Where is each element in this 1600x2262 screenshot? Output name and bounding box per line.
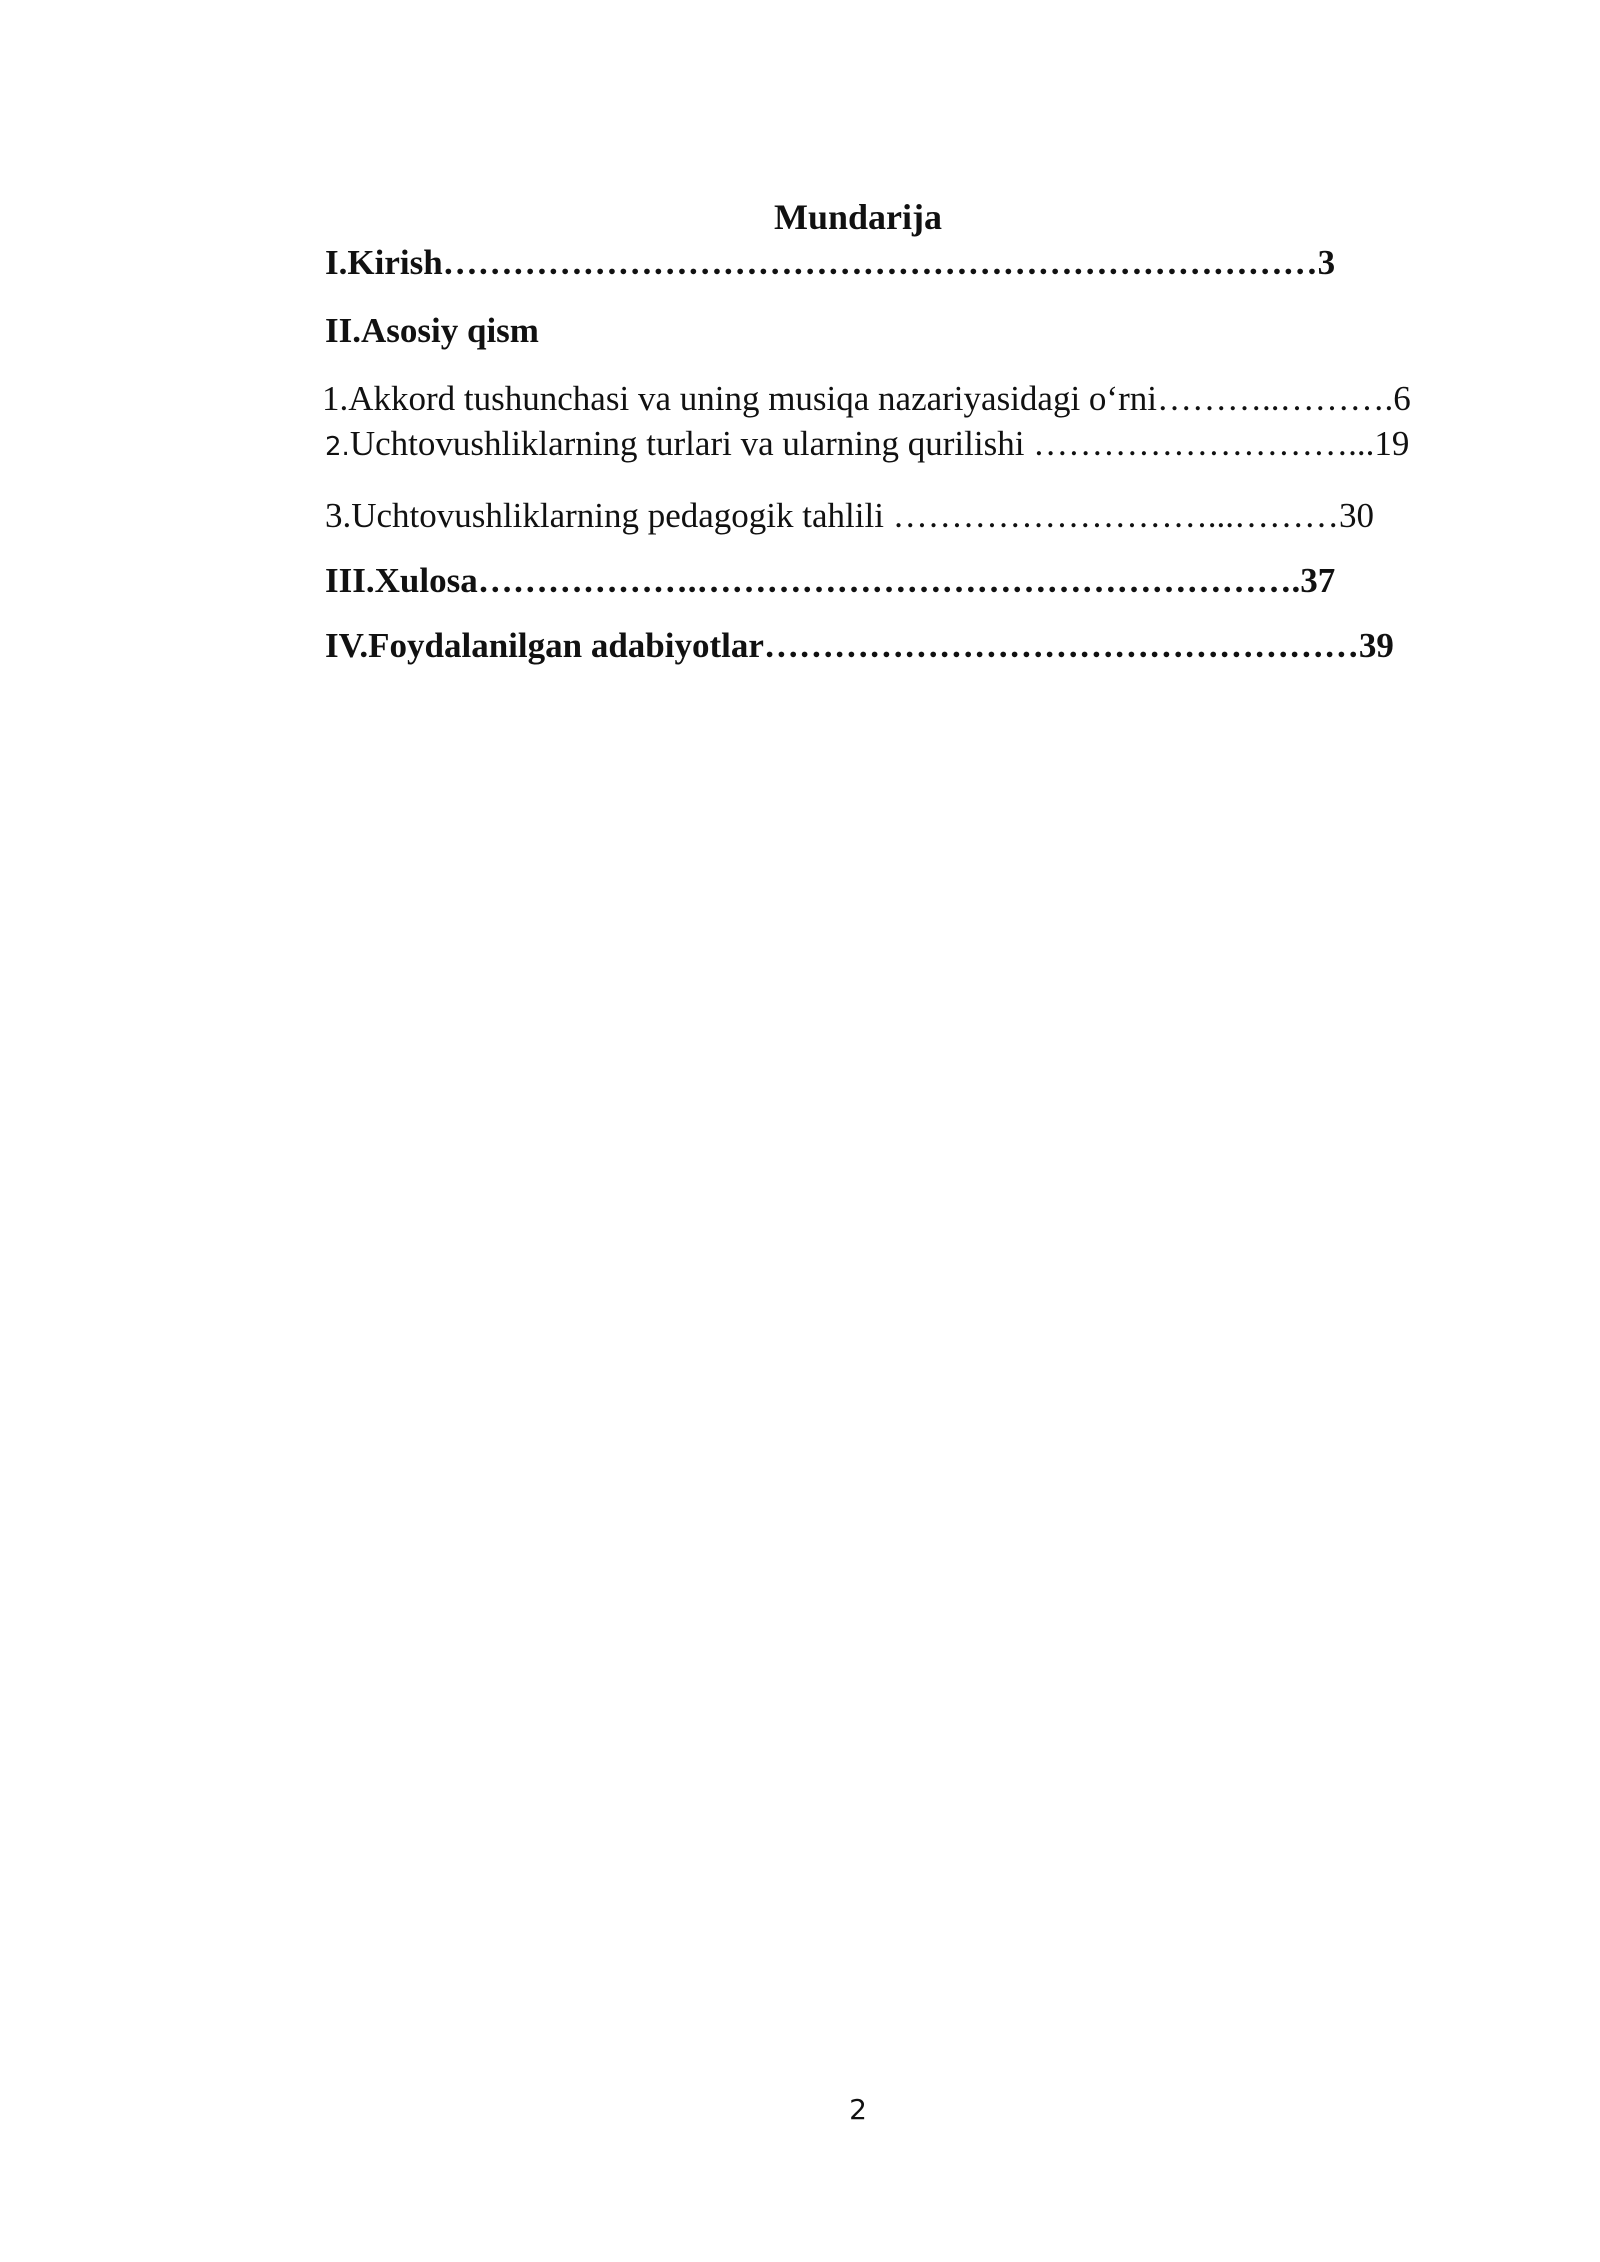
toc-entry-adabiyotlar: IV.Foydalanilgan adabiyotlar……………………………………………39 — [325, 626, 1394, 665]
toc-entry-kirish: I.Kirish…………………………………………………………………3 — [325, 243, 1336, 282]
toc-title: Mundarija — [773, 197, 942, 237]
toc-entry-number: 1. — [322, 379, 349, 418]
toc-entry-number: 2. — [325, 432, 350, 462]
toc-entry-pedagogik-tahlil: 3.Uchtovushliklarning pedagogik tahlili ………………………...………30 — [325, 496, 1374, 535]
toc-entry-uchtovushliklar-turlari — [325, 421, 1409, 470]
page-number: 2 — [849, 2093, 867, 2126]
toc-entry-text: Akkord tushunchasi va uning musiqa nazariyasidagi o‘rni………..……….6 — [348, 379, 1411, 418]
toc-entry-xulosa: III.Xulosa……………….…………………………………………….37 — [325, 561, 1336, 600]
toc-entry-asosiy-qism: II.Asosiy qism — [325, 311, 539, 350]
toc-entry-akkord — [322, 376, 1411, 422]
toc-entry-text: Uchtovushliklarning turlari va ularning qurilishi ………………………...19 — [349, 424, 1410, 463]
